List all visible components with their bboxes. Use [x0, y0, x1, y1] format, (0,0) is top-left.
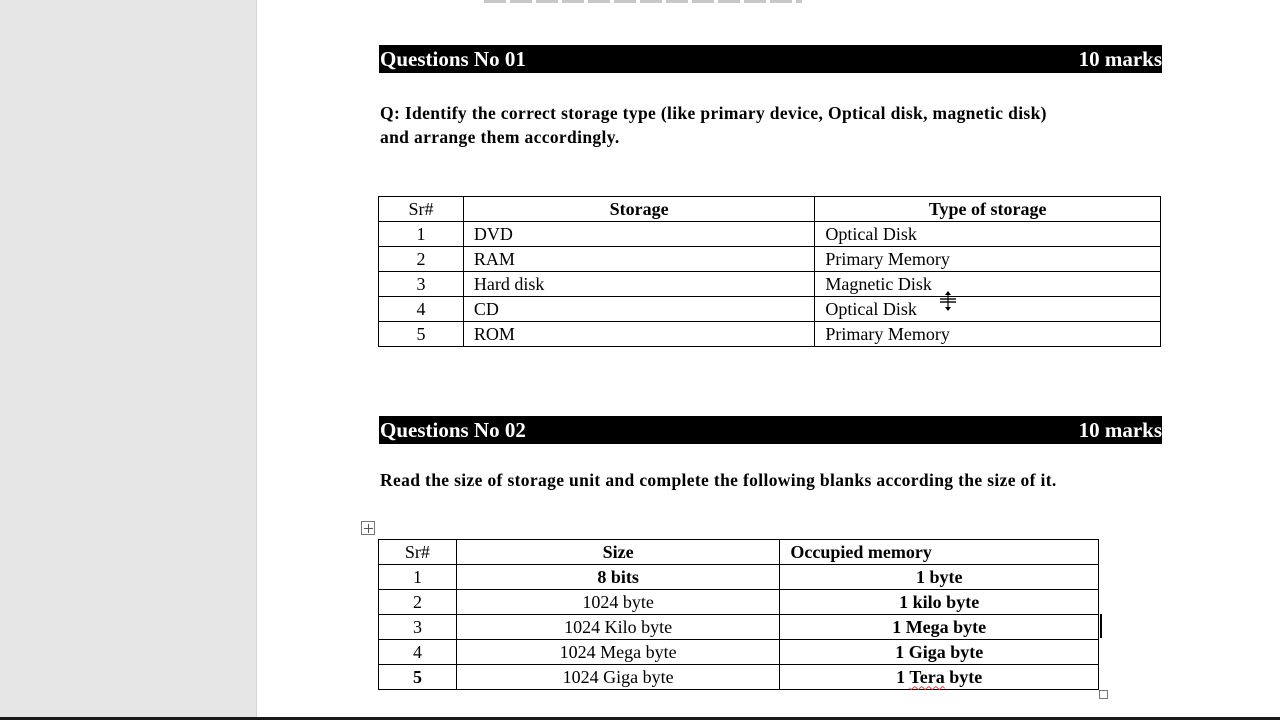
text-cursor	[1100, 614, 1102, 638]
column-header-type[interactable]: Type of storage	[815, 197, 1161, 222]
table-cell-memory[interactable]: 1 Giga byte	[780, 640, 1099, 665]
table-cell-size[interactable]: 1024 byte	[456, 590, 780, 615]
row-resize-cursor-icon	[938, 290, 958, 312]
table-cell-sr[interactable]: 4	[379, 640, 457, 665]
table-move-handle-icon[interactable]	[361, 521, 375, 535]
column-header-size[interactable]: Size	[456, 540, 780, 565]
table-cell-storage[interactable]: RAM	[463, 247, 814, 272]
table-cell-sr[interactable]: 2	[379, 247, 464, 272]
table-cell-memory[interactable]: 1 kilo byte	[780, 590, 1099, 615]
table-cell-storage[interactable]: DVD	[463, 222, 814, 247]
table-resize-handle-icon[interactable]	[1099, 690, 1108, 699]
question-2-marks: 10 marks	[1078, 418, 1162, 442]
question-1-title: Questions No 01	[380, 47, 526, 71]
column-header-sr[interactable]: Sr#	[379, 197, 464, 222]
table-cell-size[interactable]: 8 bits	[456, 565, 780, 590]
table-cell-size[interactable]: 1024 Giga byte	[456, 665, 780, 690]
table-row	[379, 640, 1099, 665]
table-cell-storage[interactable]: ROM	[463, 322, 814, 347]
table-row	[379, 665, 1099, 690]
memory-suffix: byte	[944, 666, 983, 687]
question-2-header	[379, 416, 1162, 444]
table-cell-sr[interactable]: 1	[379, 565, 457, 590]
storage-unit-table[interactable]	[378, 539, 1099, 690]
question-1-prompt	[380, 101, 1150, 149]
table-cell-size[interactable]: 1024 Kilo byte	[456, 615, 780, 640]
table-row	[379, 272, 1161, 297]
table-cell-memory[interactable]	[780, 665, 1099, 690]
table-cell-storage[interactable]: CD	[463, 297, 814, 322]
memory-prefix: 1	[896, 666, 910, 687]
table-header-row	[379, 197, 1161, 222]
table-row	[379, 590, 1099, 615]
table-cell-storage[interactable]: Hard disk	[463, 272, 814, 297]
table-row	[379, 222, 1161, 247]
table-cell-sr[interactable]: 3	[379, 615, 457, 640]
table-cell-type[interactable]: Optical Disk	[815, 297, 1161, 322]
table-cell-sr[interactable]: 4	[379, 297, 464, 322]
table-row	[379, 565, 1099, 590]
question-1-prompt-line2: and arrange them accordingly.	[380, 127, 620, 147]
table-row	[379, 297, 1161, 322]
column-header-storage[interactable]: Storage	[463, 197, 814, 222]
table-cell-sr[interactable]: 5	[379, 665, 457, 690]
table-row	[379, 322, 1161, 347]
question-1-marks: 10 marks	[1078, 47, 1162, 71]
table-header-row	[379, 540, 1099, 565]
storage-type-table[interactable]	[378, 196, 1161, 347]
table-row	[379, 247, 1161, 272]
previous-text-cutoff	[484, 0, 802, 3]
table-cell-type[interactable]: Primary Memory	[815, 322, 1161, 347]
table-cell-sr[interactable]: 2	[379, 590, 457, 615]
table-cell-memory[interactable]: 1 Mega byte	[780, 615, 1099, 640]
column-header-occupied-memory[interactable]: Occupied memory	[780, 540, 1099, 565]
question-1-header	[379, 45, 1162, 73]
table-cell-type[interactable]: Primary Memory	[815, 247, 1161, 272]
table-row	[379, 615, 1099, 640]
table-cell-type[interactable]: Optical Disk	[815, 222, 1161, 247]
spelling-flagged-word[interactable]: Tera	[909, 666, 945, 687]
table-cell-sr[interactable]: 3	[379, 272, 464, 297]
table-cell-memory[interactable]: 1 byte	[780, 565, 1099, 590]
table-cell-type[interactable]: Magnetic Disk	[815, 272, 1161, 297]
column-header-sr[interactable]: Sr#	[379, 540, 457, 565]
question-2-title: Questions No 02	[380, 418, 526, 442]
table-cell-sr[interactable]: 1	[379, 222, 464, 247]
table-cell-sr[interactable]: 5	[379, 322, 464, 347]
table-cell-size[interactable]: 1024 Mega byte	[456, 640, 780, 665]
question-1-prompt-line1: Q: Identify the correct storage type (like primary device, Optical disk, magnetic disk)	[380, 103, 1047, 123]
question-2-prompt: Read the size of storage unit and complete the following blanks according the size of it.	[380, 470, 1057, 490]
